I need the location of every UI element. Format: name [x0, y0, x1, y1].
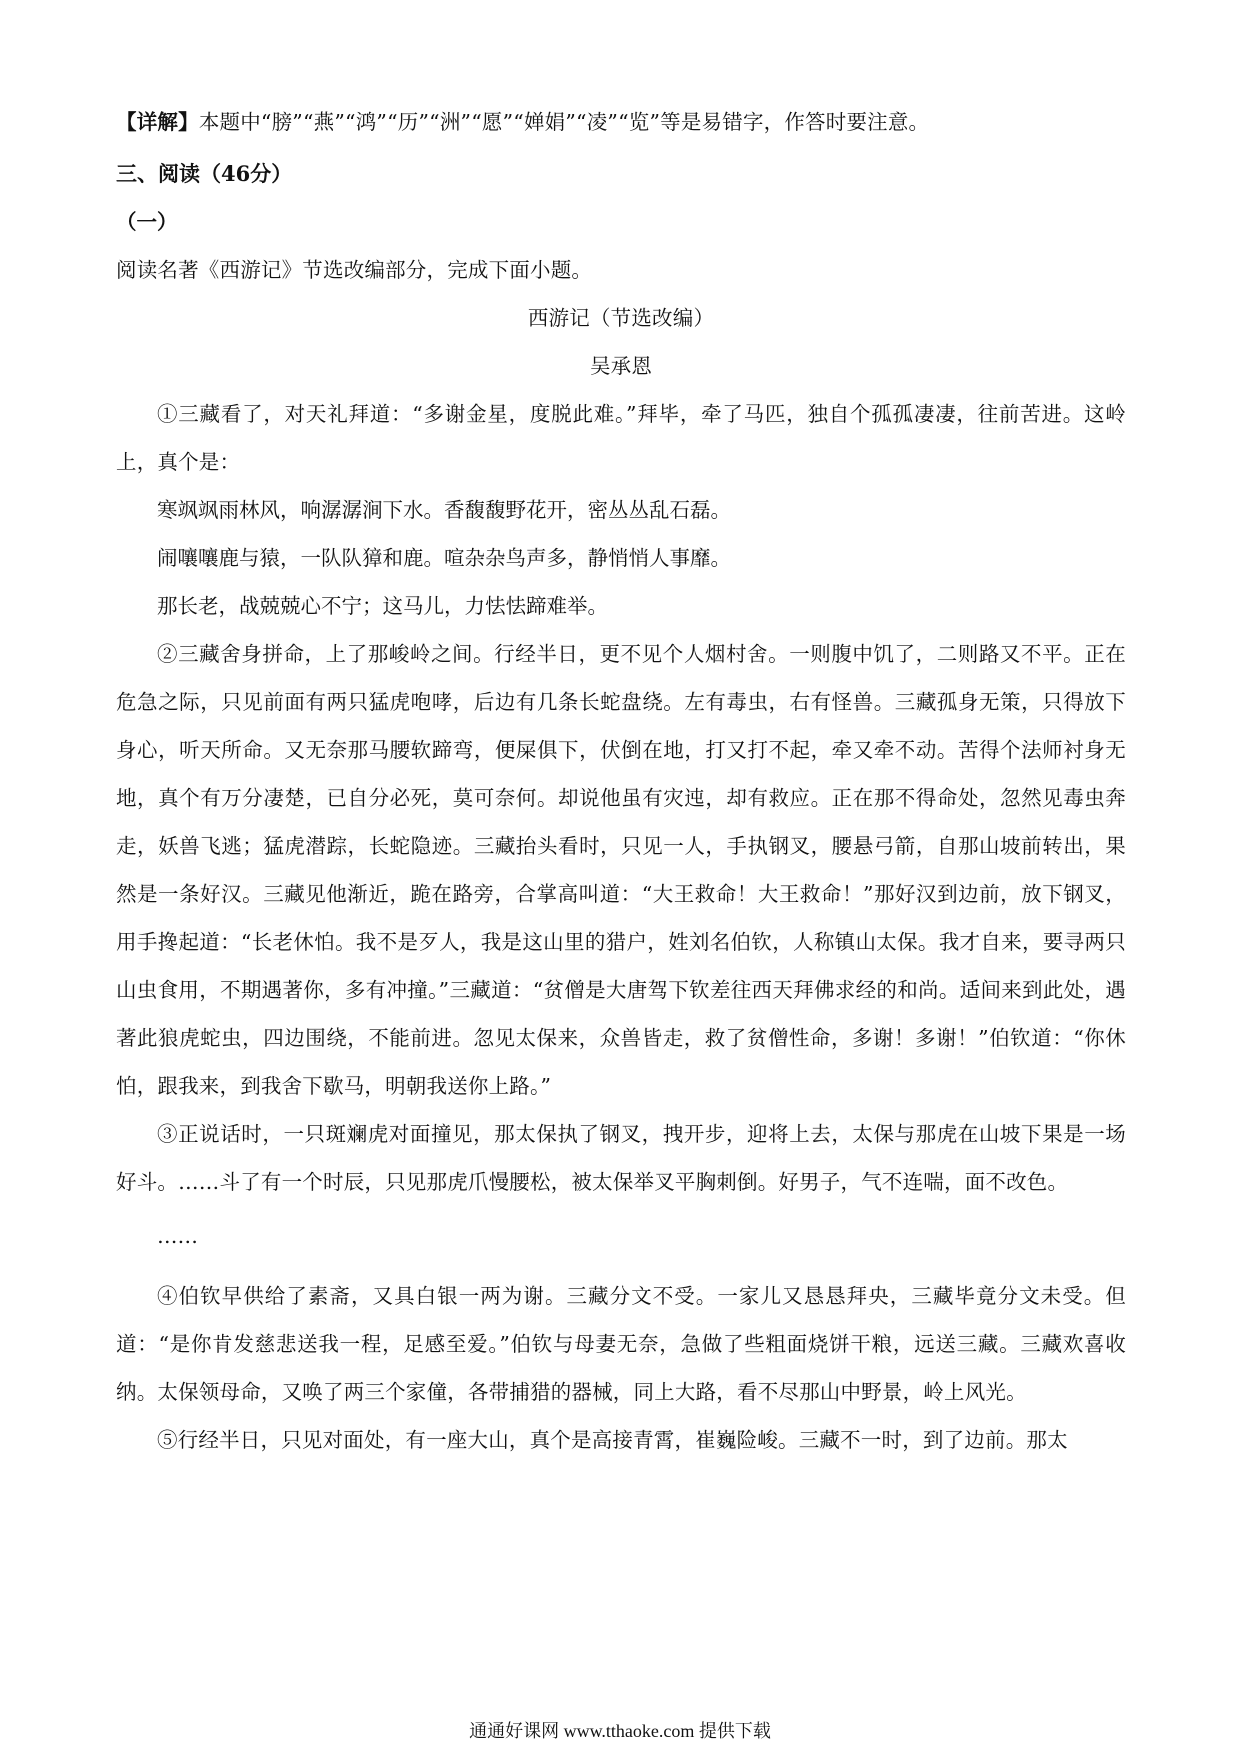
passage-author: 吴承恩 — [589, 354, 653, 378]
explanation-text: 本题中“膀”“燕”“鸿”“历”“洲”“愿”“婵娟”“凌”“览”等是易错字，作答时要注意。 — [198, 110, 930, 134]
explanation-paragraph — [116, 98, 1126, 146]
section-instruction: 阅读名著《西游记》节选改编部分，完成下面小题。 — [116, 258, 593, 282]
passage-paragraph-4: ④伯钦早供给了素斋，又具白银一两为谢。三藏分文不受。一家儿又恳恳拜央，三藏毕竟分文未受。但道：“是你肯发慈悲送我一程，足感至爱。”伯钦与母妻无奈，急做了些粗面烧饼干粮，远送三藏。三藏欢喜收纳。太保领母命，又唤了两三个家僮，各带捕猎的器械，同上大路，看不尽那山中野景，岭上风光。 — [116, 1284, 1126, 1404]
page-content — [116, 98, 1126, 1464]
explanation-label: 【详解】 — [116, 110, 199, 134]
verse-line-1: 寒飒飒雨林风，响潺潺涧下水。香馥馥野花开，密丛丛乱石磊。 — [157, 498, 731, 522]
section-subheading: （一） — [116, 210, 178, 234]
passage-paragraph-5: ⑤行经半日，只见对面处，有一座大山，真个是高接青霄，崔巍险峻。三藏不一时，到了边前。那太 — [157, 1428, 1068, 1452]
page-footer: 通通好课网 www.tthaoke.com 提供下载 — [469, 1721, 771, 1741]
passage-title: 西游记（节选改编） — [527, 306, 715, 330]
verse-line-2: 闹嚷嚷鹿与猿，一队队獐和鹿。喧杂杂鸟声多，静悄悄人事靡。 — [157, 546, 731, 570]
section-heading: 三、阅读（46分） — [116, 161, 293, 186]
passage-paragraph-2: ②三藏舍身拼命，上了那峻岭之间。行经半日，更不见个人烟村舍。一则腹中饥了，二则路又不平。正在危急之际，只见前面有两只猛虎咆哮，后边有几条长蛇盘绕。左有毒虫，右有怪兽。三藏孤身无策，只得放下身心，听天所命。又无奈那马腰软蹄弯，便屎俱下，伏倒在地，打又打不起，牵又牵不动。苦得个法师衬身无地，真个有万分凄楚，已自分必死，莫可奈何。却说他虽有灾迍，却有救应。正在那不得命处，忽然见毒虫奔走，妖兽飞逃；猛虎潜踪，长蛇隐迹。三藏抬头看时，只见一人，手执钢叉，腰悬弓箭，自那山坡前转出，果然是一条好汉。三藏见他渐近，跪在路旁，合掌高叫道：“大王救命！大王救命！”那好汉到边前，放下钢叉，用手搀起道：“长老休怕。我不是歹人，我是这山里的猎户，姓刘名伯钦，人称镇山太保。我才自来，要寻两只山虫食用，不期遇著你，多有冲撞。”三藏道：“贫僧是大唐驾下钦差往西天拜佛求经的和尚。适间来到此处，遇著此狼虎蛇虫，四边围绕，不能前进。忽见太保来，众兽皆走，救了贫僧性命，多谢！多谢！”伯钦道：“你休怕，跟我来，到我舍下歇马，明朝我送你上路。” — [116, 642, 1126, 1098]
verse-line-3: 那长老，战兢兢心不宁；这马儿，力怯怯蹄难举。 — [157, 594, 608, 618]
passage-ellipsis: …… — [157, 1224, 198, 1248]
passage-paragraph-3: ③正说话时，一只斑斓虎对面撞见，那太保执了钢叉，拽开步，迎将上去，太保与那虎在山坡下果是一场好斗。……斗了有一个时辰，只见那虎爪慢腰松，被太保举叉平胸刺倒。好男子，气不连喘，面不改色。 — [116, 1122, 1126, 1194]
passage-paragraph-1: ①三藏看了，对天礼拜道：“多谢金星，度脱此难。”拜毕，牵了马匹，独自个孤孤凄凄，往前苦进。这岭上，真个是： — [116, 402, 1126, 474]
